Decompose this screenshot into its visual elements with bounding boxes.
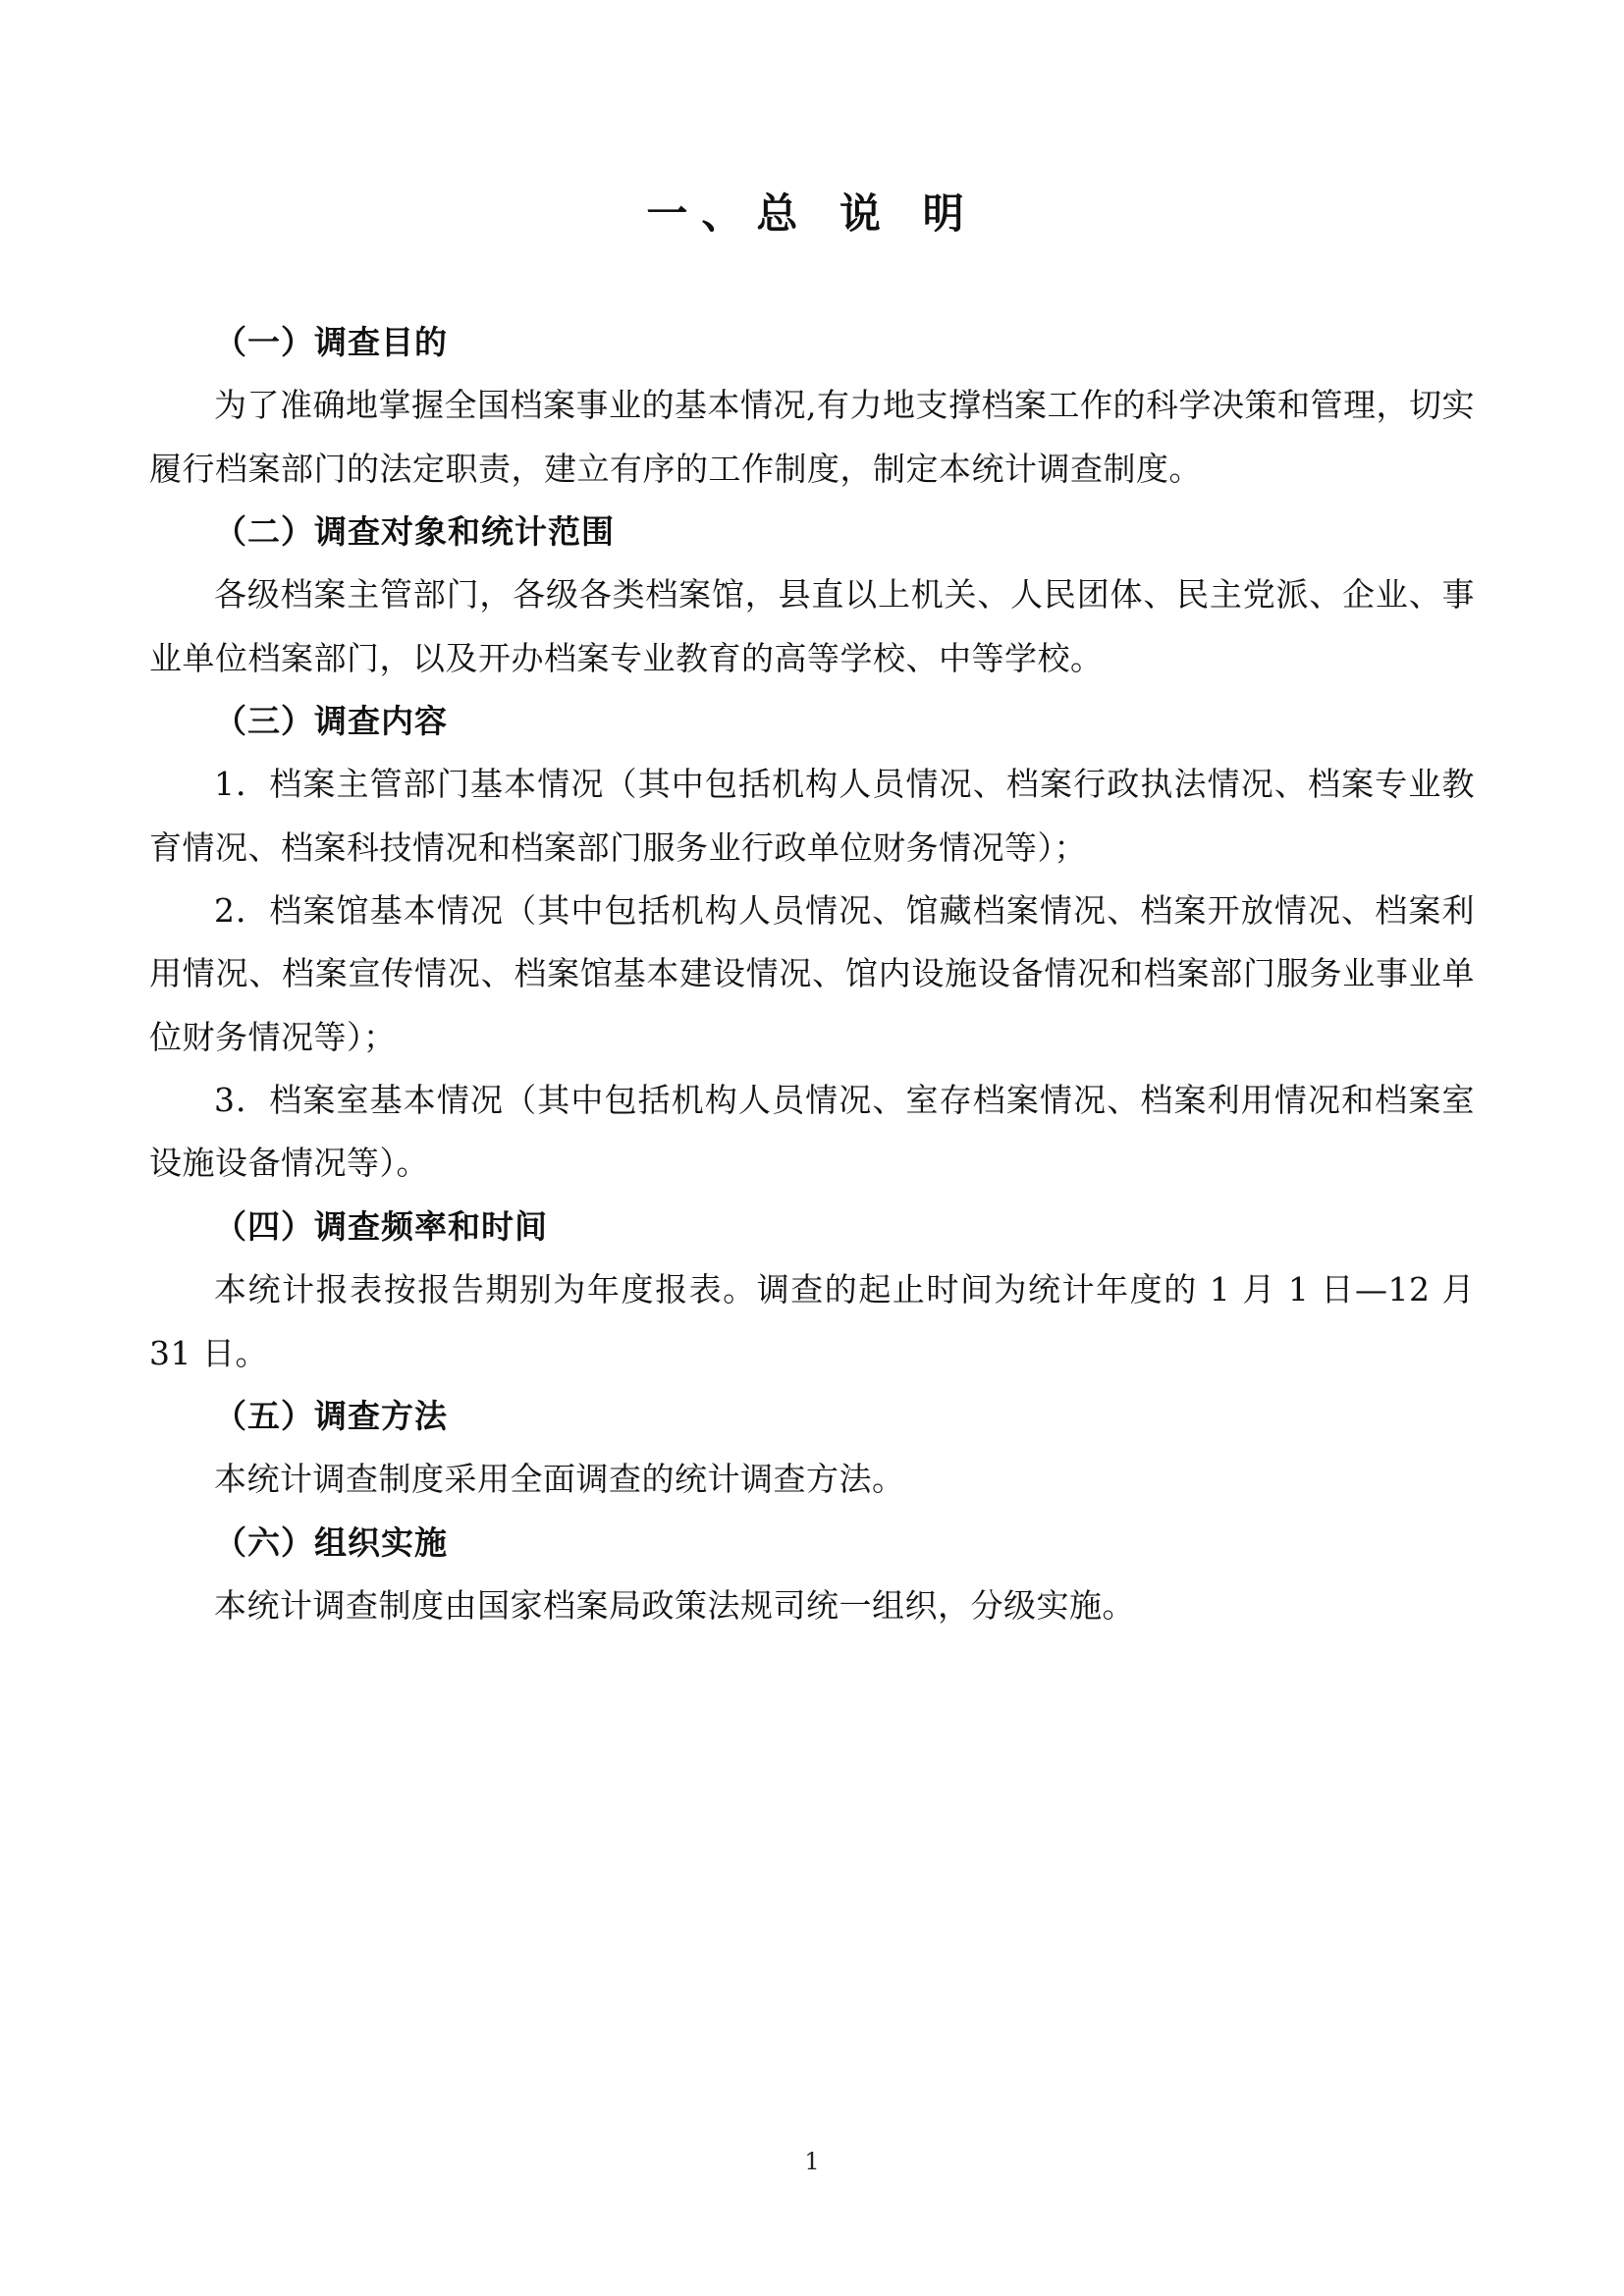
section-heading-5: （五）调查方法	[214, 1396, 448, 1435]
section-heading-4: （四）调查频率和时间	[214, 1206, 548, 1246]
title-spacer	[149, 240, 1475, 311]
section-heading-6: （六）组织实施	[214, 1522, 448, 1562]
paragraph-2: 各级档案主管部门，各级各类档案馆，县直以上机关、人民团体、民主党派、企业、事业单位档案部门，以及开办档案专业教育的高等学校、中等学校。	[149, 575, 1475, 677]
section-heading-2: （二）调查对象和统计范围	[214, 512, 615, 552]
paragraph-5: 本统计调查制度采用全面调查的统计调查方法。	[214, 1460, 905, 1499]
page-number: 1	[804, 2148, 820, 2175]
paragraph-6: 本统计调查制度由国家档案局政策法规司统一组织，分级实施。	[214, 1585, 1135, 1625]
section-heading-3: （三）调查内容	[214, 702, 448, 741]
paragraph-3-item-3: 3．档案室基本情况（其中包括机构人员情况、室存档案情况、档案利用情况和档案室设施设备情况等）。	[149, 1081, 1475, 1183]
paragraph-4: 本统计报表按报告期别为年度报表。调查的起止时间为统计年度的 1 月 1 日—12 月 31 日。	[149, 1270, 1475, 1372]
page-title: 一、总 说 明	[646, 189, 978, 238]
paragraph-1: 为了准确地掌握全国档案事业的基本情况,有力地支撑档案工作的科学决策和管理，切实履行档案部门的法定职责，建立有序的工作制度，制定本统计调查制度。	[149, 386, 1475, 488]
document-body	[149, 0, 1475, 1637]
section-heading-1: （一）调查目的	[214, 323, 448, 361]
paragraph-3-item-1: 1．档案主管部门基本情况（其中包括机构人员情况、档案行政执法情况、档案专业教育情况、档案科技情况和档案部门服务业行政单位财务情况等）；	[149, 765, 1475, 867]
paragraph-3-item-2: 2．档案馆基本情况（其中包括机构人员情况、馆藏档案情况、档案开放情况、档案利用情况、档案宣传情况、档案馆基本建设情况、馆内设施设备情况和档案部门服务业事业单位财务情况等）；	[149, 891, 1475, 1056]
